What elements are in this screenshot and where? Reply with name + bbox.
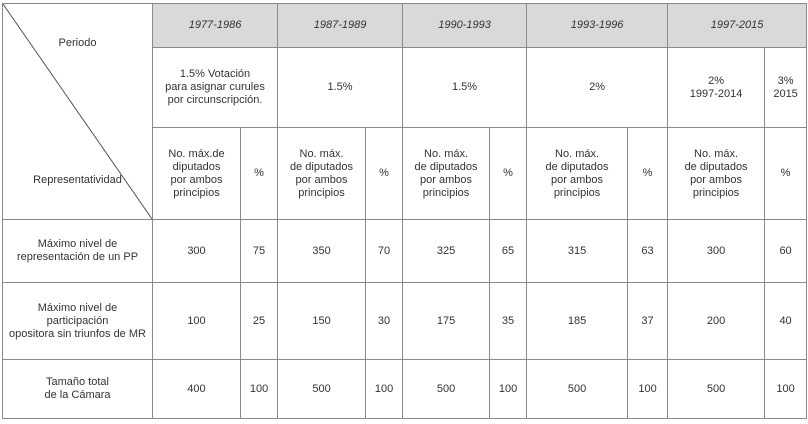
- table-cell: 350: [278, 220, 366, 283]
- table-cell: 300: [153, 220, 241, 283]
- table-cell: 150: [278, 283, 366, 360]
- max-deputies-header: No. máx. de diputados por ambos principios: [403, 128, 490, 220]
- percent-header: %: [366, 128, 403, 220]
- table-cell: 70: [366, 220, 403, 283]
- table-cell: 500: [278, 360, 366, 419]
- table-cell: 37: [628, 283, 668, 360]
- row-label: Máximo nivel de representación de un PP: [3, 220, 153, 283]
- table-cell: 100: [241, 360, 278, 419]
- table-cell: 100: [490, 360, 527, 419]
- table-cell: 200: [668, 283, 765, 360]
- table-cell: 63: [628, 220, 668, 283]
- table-cell: 25: [241, 283, 278, 360]
- table-cell: 75: [241, 220, 278, 283]
- table-cell: 100: [765, 360, 807, 419]
- table-cell: 500: [527, 360, 628, 419]
- period-header-row: [3, 4, 807, 48]
- table-cell: 175: [403, 283, 490, 360]
- row-label: Tamaño total de la Cámara: [3, 360, 153, 419]
- max-deputies-header: No. máx. de diputados por ambos principios: [668, 128, 765, 220]
- table-cell: 65: [490, 220, 527, 283]
- table-cell: 185: [527, 283, 628, 360]
- table-cell: 300: [668, 220, 765, 283]
- corner-label-periodo: Periodo: [58, 37, 97, 49]
- row-label: Máximo nivel de participación opositora sin triunfos de MR: [3, 283, 153, 360]
- representation-table: [2, 3, 807, 419]
- table-cell: 400: [153, 360, 241, 419]
- threshold-cell: 2% 1997-2014: [668, 48, 765, 128]
- corner-label-representatividad: Representatividad: [33, 174, 122, 186]
- table-cell: 40: [765, 283, 807, 360]
- percent-header: %: [241, 128, 278, 220]
- period-header: 1977-1986: [153, 4, 278, 48]
- table-row: [3, 360, 807, 419]
- table-cell: 35: [490, 283, 527, 360]
- table-row: [3, 220, 807, 283]
- threshold-cell: 1.5%: [278, 48, 403, 128]
- table-cell: 500: [403, 360, 490, 419]
- threshold-cell: 1.5%: [403, 48, 527, 128]
- table-cell: 30: [366, 283, 403, 360]
- max-deputies-header: No. máx.de diputados por ambos principios: [153, 128, 241, 220]
- table-cell: 315: [527, 220, 628, 283]
- max-deputies-header: No. máx. de diputados por ambos principios: [527, 128, 628, 220]
- percent-header: %: [490, 128, 527, 220]
- percent-header: %: [765, 128, 807, 220]
- threshold-cell: 1.5% Votación para asignar curules por circunscripción.: [153, 48, 278, 128]
- max-deputies-header: No. máx. de diputados por ambos principios: [278, 128, 366, 220]
- period-header: 1993-1996: [527, 4, 668, 48]
- period-header: 1987-1989: [278, 4, 403, 48]
- table-cell: 500: [668, 360, 765, 419]
- table-cell: 60: [765, 220, 807, 283]
- threshold-cell: 2%: [527, 48, 668, 128]
- period-header: 1997-2015: [668, 4, 807, 48]
- threshold-cell: 3% 2015: [765, 48, 807, 128]
- table-row: [3, 283, 807, 360]
- table-cell: 100: [153, 283, 241, 360]
- percent-header: %: [628, 128, 668, 220]
- period-header: 1990-1993: [403, 4, 527, 48]
- corner-cell: [3, 4, 153, 220]
- table-cell: 100: [366, 360, 403, 419]
- table-cell: 325: [403, 220, 490, 283]
- table-cell: 100: [628, 360, 668, 419]
